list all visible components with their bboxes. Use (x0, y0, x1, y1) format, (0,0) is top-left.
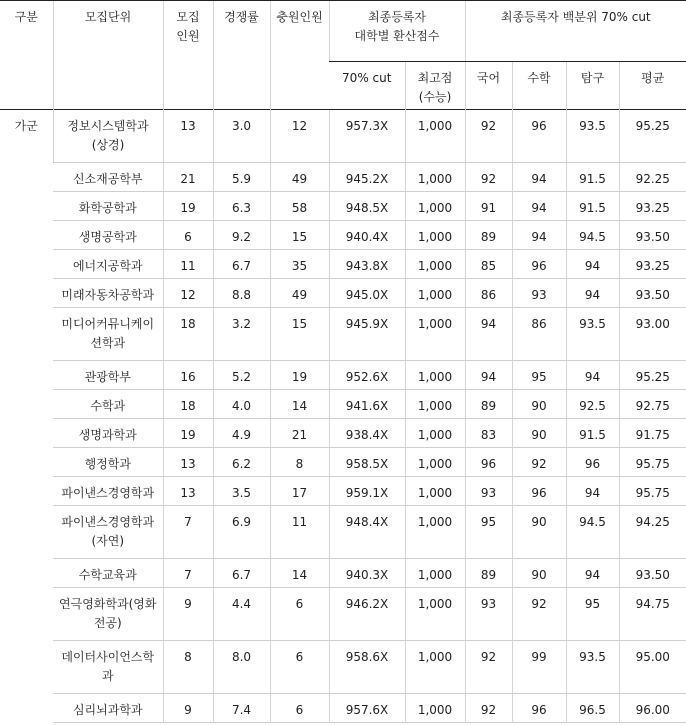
inquiry-cell: 93.5 (566, 641, 619, 694)
cut-cell: 940.4X (329, 221, 405, 250)
competition-cell: 4.9 (213, 419, 270, 448)
cut-cell: 952.6X (329, 361, 405, 390)
table-row (0, 279, 686, 308)
inquiry-cell: 94.5 (566, 506, 619, 559)
max-cell: 1,000 (405, 506, 465, 559)
extra-cell: 6 (270, 588, 329, 641)
math-cell: 90 (512, 506, 566, 559)
header-unit: 모집단위 (53, 1, 163, 110)
inquiry-cell: 94 (566, 361, 619, 390)
korean-cell: 83 (465, 419, 512, 448)
max-cell: 1,000 (405, 390, 465, 419)
average-cell: 92.75 (619, 390, 686, 419)
table-row (0, 477, 686, 506)
inquiry-cell: 92.5 (566, 390, 619, 419)
max-cell: 1,000 (405, 221, 465, 250)
cut-cell: 945.2X (329, 163, 405, 192)
table-row (0, 419, 686, 448)
max-cell: 1,000 (405, 448, 465, 477)
korean-cell: 89 (465, 559, 512, 588)
competition-cell: 6.2 (213, 448, 270, 477)
table-row (0, 588, 686, 641)
max-cell: 1,000 (405, 250, 465, 279)
extra-cell: 21 (270, 419, 329, 448)
math-cell: 90 (512, 559, 566, 588)
average-cell: 95.75 (619, 448, 686, 477)
header-korean: 국어 (465, 62, 512, 110)
korean-cell: 94 (465, 361, 512, 390)
cut-cell: 941.6X (329, 390, 405, 419)
extra-cell: 15 (270, 308, 329, 361)
average-cell: 93.50 (619, 559, 686, 588)
inquiry-cell: 94 (566, 477, 619, 506)
inquiry-cell: 94.5 (566, 221, 619, 250)
extra-cell: 14 (270, 390, 329, 419)
max-cell: 1,000 (405, 361, 465, 390)
table-row (0, 361, 686, 390)
average-cell: 95.75 (619, 477, 686, 506)
quota-cell: 11 (163, 250, 213, 279)
cut-cell: 957.6X (329, 694, 405, 723)
table-row (0, 308, 686, 361)
max-cell: 1,000 (405, 477, 465, 506)
average-cell: 95.25 (619, 361, 686, 390)
inquiry-cell: 94 (566, 250, 619, 279)
average-cell: 94.25 (619, 506, 686, 559)
math-cell: 90 (512, 390, 566, 419)
korean-cell: 93 (465, 588, 512, 641)
inquiry-cell: 96 (566, 448, 619, 477)
quota-cell: 13 (163, 448, 213, 477)
quota-cell: 18 (163, 390, 213, 419)
korean-cell: 92 (465, 694, 512, 723)
table-row (0, 641, 686, 694)
header-inquiry: 탐구 (566, 62, 619, 110)
unit-cell: 수학과 (53, 390, 163, 419)
header-extra: 충원인원 (270, 1, 329, 110)
header-percentile: 최종등록자 백분위 70% cut (465, 1, 686, 62)
unit-cell: 미래자동차공학과 (53, 279, 163, 308)
korean-cell: 89 (465, 221, 512, 250)
inquiry-cell: 94 (566, 279, 619, 308)
cut-cell: 946.2X (329, 588, 405, 641)
max-cell: 1,000 (405, 110, 465, 163)
unit-cell: 데이터사이언스학 과 (53, 641, 163, 694)
unit-cell: 연극영화학과(영화 전공) (53, 588, 163, 641)
header-max: 최고점 (수능) (405, 62, 465, 110)
average-cell: 93.25 (619, 192, 686, 221)
korean-cell: 92 (465, 163, 512, 192)
math-cell: 94 (512, 163, 566, 192)
cut-cell: 948.4X (329, 506, 405, 559)
cut-cell: 945.0X (329, 279, 405, 308)
competition-cell: 4.4 (213, 588, 270, 641)
table-row (0, 506, 686, 559)
header-cut70: 70% cut (329, 62, 405, 110)
unit-cell: 행정학과 (53, 448, 163, 477)
cut-cell: 938.4X (329, 419, 405, 448)
competition-cell: 9.2 (213, 221, 270, 250)
unit-cell: 수학교육과 (53, 559, 163, 588)
header-final-score: 최종등록자 대학별 환산점수 (329, 1, 465, 62)
korean-cell: 94 (465, 308, 512, 361)
math-cell: 93 (512, 279, 566, 308)
inquiry-cell: 91.5 (566, 163, 619, 192)
quota-cell: 8 (163, 641, 213, 694)
competition-cell: 3.0 (213, 110, 270, 163)
table-row (0, 694, 686, 723)
korean-cell: 96 (465, 448, 512, 477)
unit-cell: 파이낸스경영학과 (53, 477, 163, 506)
competition-cell: 4.0 (213, 390, 270, 419)
math-cell: 94 (512, 192, 566, 221)
korean-cell: 91 (465, 192, 512, 221)
math-cell: 95 (512, 361, 566, 390)
max-cell: 1,000 (405, 419, 465, 448)
competition-cell: 8.8 (213, 279, 270, 308)
math-cell: 96 (512, 477, 566, 506)
unit-cell: 정보시스템학과 (상경) (53, 110, 163, 163)
cut-cell: 959.1X (329, 477, 405, 506)
quota-cell: 19 (163, 192, 213, 221)
inquiry-cell: 93.5 (566, 308, 619, 361)
unit-cell: 생명과학과 (53, 419, 163, 448)
math-cell: 96 (512, 694, 566, 723)
inquiry-cell: 93.5 (566, 110, 619, 163)
table-row (0, 221, 686, 250)
quota-cell: 13 (163, 477, 213, 506)
competition-cell: 5.9 (213, 163, 270, 192)
math-cell: 92 (512, 588, 566, 641)
unit-cell: 심리뇌과학과 (53, 694, 163, 723)
math-cell: 96 (512, 110, 566, 163)
competition-cell: 7.4 (213, 694, 270, 723)
quota-cell: 18 (163, 308, 213, 361)
competition-cell: 6.3 (213, 192, 270, 221)
max-cell: 1,000 (405, 641, 465, 694)
max-cell: 1,000 (405, 694, 465, 723)
average-cell: 93.25 (619, 250, 686, 279)
max-cell: 1,000 (405, 192, 465, 221)
unit-cell: 파이낸스경영학과 (자연) (53, 506, 163, 559)
table-row (0, 192, 686, 221)
average-cell: 96.00 (619, 694, 686, 723)
quota-cell: 21 (163, 163, 213, 192)
math-cell: 90 (512, 419, 566, 448)
inquiry-cell: 94 (566, 559, 619, 588)
average-cell: 91.75 (619, 419, 686, 448)
extra-cell: 35 (270, 250, 329, 279)
average-cell: 95.25 (619, 110, 686, 163)
competition-cell: 8.0 (213, 641, 270, 694)
inquiry-cell: 95 (566, 588, 619, 641)
korean-cell: 89 (465, 390, 512, 419)
extra-cell: 6 (270, 641, 329, 694)
cut-cell: 957.3X (329, 110, 405, 163)
group-cell: 가군 (0, 110, 53, 723)
max-cell: 1,000 (405, 559, 465, 588)
competition-cell: 6.7 (213, 250, 270, 279)
max-cell: 1,000 (405, 163, 465, 192)
quota-cell: 19 (163, 419, 213, 448)
header-quota: 모집 인원 (163, 1, 213, 110)
average-cell: 93.50 (619, 279, 686, 308)
unit-cell: 미디어커뮤니케이 션학과 (53, 308, 163, 361)
quota-cell: 12 (163, 279, 213, 308)
math-cell: 99 (512, 641, 566, 694)
korean-cell: 92 (465, 110, 512, 163)
inquiry-cell: 91.5 (566, 192, 619, 221)
table-row (0, 163, 686, 192)
unit-cell: 신소재공학부 (53, 163, 163, 192)
cut-cell: 940.3X (329, 559, 405, 588)
competition-cell: 3.5 (213, 477, 270, 506)
header-group: 구분 (0, 1, 53, 110)
table-row (0, 390, 686, 419)
extra-cell: 14 (270, 559, 329, 588)
table-row (0, 250, 686, 279)
quota-cell: 7 (163, 559, 213, 588)
max-cell: 1,000 (405, 279, 465, 308)
cut-cell: 958.6X (329, 641, 405, 694)
table-row (0, 448, 686, 477)
max-cell: 1,000 (405, 588, 465, 641)
quota-cell: 16 (163, 361, 213, 390)
inquiry-cell: 91.5 (566, 419, 619, 448)
quota-cell: 7 (163, 506, 213, 559)
table-row (0, 110, 686, 163)
cut-cell: 943.8X (329, 250, 405, 279)
table-row (0, 559, 686, 588)
extra-cell: 11 (270, 506, 329, 559)
quota-cell: 9 (163, 588, 213, 641)
header-average: 평균 (619, 62, 686, 110)
average-cell: 94.75 (619, 588, 686, 641)
competition-cell: 5.2 (213, 361, 270, 390)
math-cell: 96 (512, 250, 566, 279)
unit-cell: 관광학부 (53, 361, 163, 390)
extra-cell: 19 (270, 361, 329, 390)
competition-cell: 6.9 (213, 506, 270, 559)
cut-cell: 958.5X (329, 448, 405, 477)
unit-cell: 생명공학과 (53, 221, 163, 250)
extra-cell: 6 (270, 694, 329, 723)
korean-cell: 92 (465, 641, 512, 694)
unit-cell: 화학공학과 (53, 192, 163, 221)
korean-cell: 93 (465, 477, 512, 506)
quota-cell: 13 (163, 110, 213, 163)
max-cell: 1,000 (405, 308, 465, 361)
extra-cell: 49 (270, 163, 329, 192)
korean-cell: 95 (465, 506, 512, 559)
math-cell: 94 (512, 221, 566, 250)
korean-cell: 86 (465, 279, 512, 308)
korean-cell: 85 (465, 250, 512, 279)
quota-cell: 9 (163, 694, 213, 723)
quota-cell: 6 (163, 221, 213, 250)
extra-cell: 8 (270, 448, 329, 477)
extra-cell: 12 (270, 110, 329, 163)
average-cell: 95.00 (619, 641, 686, 694)
average-cell: 92.25 (619, 163, 686, 192)
unit-cell: 에너지공학과 (53, 250, 163, 279)
extra-cell: 49 (270, 279, 329, 308)
average-cell: 93.00 (619, 308, 686, 361)
competition-cell: 3.2 (213, 308, 270, 361)
inquiry-cell: 96.5 (566, 694, 619, 723)
math-cell: 86 (512, 308, 566, 361)
extra-cell: 15 (270, 221, 329, 250)
math-cell: 92 (512, 448, 566, 477)
cut-cell: 948.5X (329, 192, 405, 221)
header-competition: 경쟁률 (213, 1, 270, 110)
competition-cell: 6.7 (213, 559, 270, 588)
header-math: 수학 (512, 62, 566, 110)
average-cell: 93.50 (619, 221, 686, 250)
cut-cell: 945.9X (329, 308, 405, 361)
extra-cell: 17 (270, 477, 329, 506)
extra-cell: 58 (270, 192, 329, 221)
